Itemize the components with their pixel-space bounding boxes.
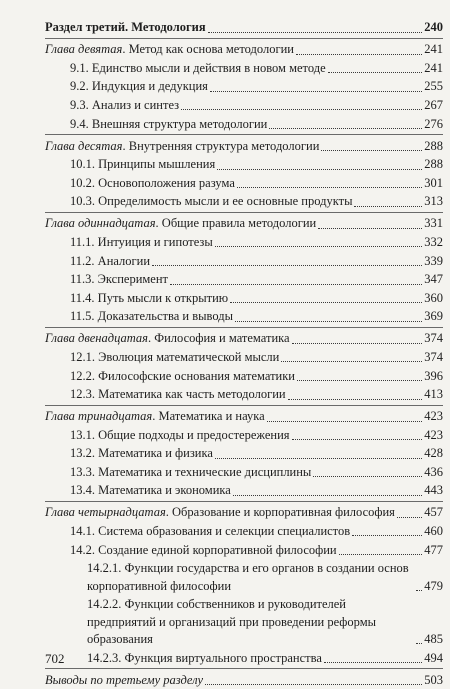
toc-chapter-entry[interactable]: [45, 672, 443, 689]
dot-leader: [328, 72, 423, 73]
dot-leader: [397, 517, 422, 518]
toc-subsection-entry[interactable]: [45, 97, 443, 114]
toc-chapter-entry[interactable]: [45, 41, 443, 58]
toc-subsection-entry[interactable]: [45, 368, 443, 385]
toc-entry-title: [70, 464, 311, 481]
toc-title-text: 12.2. Философские основания математики: [70, 368, 295, 383]
toc-page-number: 339: [424, 253, 443, 268]
toc-chapter-label: Глава тринадцатая: [45, 409, 153, 424]
toc-page-number: 374: [424, 331, 443, 346]
page-number: 702: [45, 651, 65, 666]
toc-page-number: 267: [424, 97, 443, 112]
table-of-contents: [45, 18, 443, 689]
toc-page-number: 396: [424, 368, 443, 383]
section-divider: [45, 501, 443, 502]
toc-page-number: 413: [424, 387, 443, 402]
dot-leader: [217, 169, 422, 170]
toc-subsection-entry[interactable]: [45, 386, 443, 403]
dot-leader: [269, 128, 422, 129]
toc-subsection-entry[interactable]: [45, 650, 443, 667]
dot-leader: [324, 662, 422, 663]
toc-page-number: 240: [424, 20, 443, 35]
toc-entry-title: [70, 271, 168, 288]
dot-leader: [210, 91, 422, 92]
toc-title-text: 10.3. Определимость мысли и ее основные продукты: [70, 194, 353, 209]
toc-entry-title: [70, 542, 337, 559]
toc-subsection-entry[interactable]: [45, 542, 443, 559]
toc-title-text: 9.4. Внешняя структура методологии: [70, 116, 268, 131]
dot-leader: [152, 265, 422, 266]
section-divider: [45, 405, 443, 406]
toc-title-text: 9.2. Индукция и дедукция: [70, 79, 208, 94]
toc-title-text: 14.2.3. Функция виртуального пространства: [87, 650, 322, 665]
toc-title-text: 12.1. Эволюция математической мысли: [70, 349, 280, 364]
toc-title-text: 11.2. Аналогии: [70, 253, 151, 268]
dot-leader: [297, 380, 422, 381]
toc-subsection-entry[interactable]: [45, 193, 443, 210]
toc-title-text: 13.4. Математика и экономика: [70, 483, 231, 498]
toc-chapter-label: Глава двенадцатая: [45, 331, 148, 346]
toc-entry-title: [70, 290, 228, 307]
toc-subsection-entry[interactable]: [45, 560, 443, 595]
toc-title-text: 11.1. Интуиция и гипотезы: [70, 234, 213, 249]
toc-title-text: 14.2.2. Функции собственников и руководителей предприятий и организаций при проведении реформы образования: [87, 597, 377, 647]
toc-subsection-entry[interactable]: [45, 271, 443, 288]
toc-entry-title: [70, 193, 352, 210]
toc-entry-title: [70, 445, 213, 462]
toc-entry-title: [70, 427, 290, 444]
toc-page-number: 460: [424, 524, 443, 539]
toc-chapter-label: Глава одиннадцатая: [45, 216, 156, 231]
toc-page-number: 494: [424, 650, 443, 665]
toc-entry-title: [87, 560, 414, 595]
toc-entry-title: [70, 349, 279, 366]
toc-subsection-entry[interactable]: [45, 308, 443, 325]
section-divider: [45, 134, 443, 135]
toc-chapter-label: Глава четырнадцатая: [45, 505, 166, 520]
toc-entry-title: [45, 672, 203, 689]
toc-page-number: 288: [424, 138, 443, 153]
dot-leader: [339, 554, 423, 555]
toc-title-text: 12.3. Математика как часть методологии: [70, 387, 286, 402]
dot-leader: [170, 284, 422, 285]
toc-entry-title: [70, 97, 179, 114]
dot-leader: [215, 246, 422, 247]
toc-title-text: . Философия и математика: [147, 331, 290, 346]
section-divider: [45, 212, 443, 213]
toc-page-number: 423: [424, 427, 443, 442]
toc-title-text: 11.5. Доказательства и выводы: [70, 309, 233, 324]
dot-leader: [296, 54, 422, 55]
toc-title-text: 9.3. Анализ и синтез: [70, 97, 180, 112]
toc-subsection-entry[interactable]: [45, 60, 443, 77]
toc-part-heading[interactable]: [45, 19, 443, 36]
dot-leader: [208, 32, 423, 33]
toc-entry-title: [70, 253, 150, 270]
toc-chapter-entry[interactable]: [45, 138, 443, 155]
dot-leader: [416, 643, 422, 644]
toc-title-text: 10.2. Основоположения разума: [70, 175, 235, 190]
dot-leader: [318, 228, 422, 229]
toc-subsection-entry[interactable]: [45, 290, 443, 307]
toc-entry-title: [45, 19, 206, 36]
toc-title-text: 14.2.1. Функции государства и его органов в создании основ корпоративной философии: [87, 561, 409, 593]
toc-subsection-entry[interactable]: [45, 116, 443, 133]
toc-title-text: 9.1. Единство мысли и действия в новом методе: [70, 60, 326, 75]
toc-entry-title: [70, 308, 233, 325]
toc-entry-title: [70, 60, 326, 77]
toc-chapter-entry[interactable]: [45, 215, 443, 232]
toc-chapter-entry[interactable]: [45, 408, 443, 425]
toc-title-text: . Внутренняя структура методологии: [122, 138, 320, 153]
dot-leader: [352, 535, 422, 536]
toc-page-number: 369: [424, 309, 443, 324]
toc-subsection-entry[interactable]: [45, 78, 443, 95]
toc-subsection-entry[interactable]: [45, 253, 443, 270]
dot-leader: [292, 439, 423, 440]
dot-leader: [235, 321, 422, 322]
toc-title-text: 13.2. Математика и физика: [70, 446, 213, 461]
section-divider: [45, 38, 443, 39]
toc-page-number: 457: [424, 505, 443, 520]
toc-entry-title: [70, 368, 295, 385]
toc-subsection-entry[interactable]: [45, 523, 443, 540]
dot-leader: [416, 590, 422, 591]
toc-title-text: 13.1. Общие подходы и предостережения: [70, 427, 290, 442]
toc-page-number: 436: [424, 464, 443, 479]
section-divider: [45, 327, 443, 328]
toc-subsection-entry[interactable]: [45, 156, 443, 173]
dot-leader: [205, 684, 422, 685]
toc-title-text: Раздел третий. Методология: [45, 20, 206, 35]
toc-chapter-label: Глава девятая: [45, 42, 123, 57]
toc-page-number: 479: [424, 578, 443, 593]
toc-chapter-label: Глава десятая: [45, 138, 123, 153]
toc-entry-title: [45, 41, 294, 58]
toc-page-number: 241: [424, 42, 443, 57]
toc-entry-title: [70, 234, 213, 251]
toc-entry-title: [45, 215, 316, 232]
dot-leader: [354, 206, 422, 207]
dot-leader: [281, 361, 422, 362]
toc-title-text: . Образование и корпоративная философия: [165, 505, 395, 520]
toc-page-number: 360: [424, 290, 443, 305]
toc-chapter-label: Выводы по третьему разделу: [45, 672, 204, 687]
dot-leader: [267, 421, 423, 422]
toc-entry-title: [70, 78, 208, 95]
dot-leader: [292, 343, 423, 344]
toc-chapter-entry[interactable]: [45, 504, 443, 521]
dot-leader: [321, 150, 422, 151]
toc-page-number: 485: [424, 632, 443, 647]
toc-page-number: 241: [424, 60, 443, 75]
toc-entry-title: [70, 156, 215, 173]
toc-entry-title: [45, 504, 395, 521]
toc-page-number: 428: [424, 446, 443, 461]
toc-page-number: 477: [424, 542, 443, 557]
dot-leader: [313, 476, 422, 477]
toc-entry-title: [87, 596, 414, 648]
toc-entry-title: [70, 175, 235, 192]
toc-page-number: 331: [424, 216, 443, 231]
toc-page-number: 288: [424, 157, 443, 172]
toc-entry-title: [87, 650, 322, 667]
toc-page-number: 503: [424, 672, 443, 687]
toc-subsection-entry[interactable]: [45, 464, 443, 481]
toc-subsection-entry[interactable]: [45, 427, 443, 444]
toc-title-text: . Общие правила методологии: [155, 216, 317, 231]
toc-title-text: 13.3. Математика и технические дисциплины: [70, 464, 312, 479]
toc-subsection-entry[interactable]: [45, 234, 443, 251]
toc-title-text: 14.1. Система образования и селекции специалистов: [70, 524, 351, 539]
toc-entry-title: [70, 482, 231, 499]
dot-leader: [288, 399, 423, 400]
toc-title-text: 11.4. Путь мысли к открытию: [70, 290, 229, 305]
toc-chapter-entry[interactable]: [45, 330, 443, 347]
toc-subsection-entry[interactable]: [45, 596, 443, 648]
dot-leader: [237, 187, 422, 188]
toc-page-number: 347: [424, 272, 443, 287]
toc-entry-title: [70, 116, 267, 133]
dot-leader: [233, 495, 422, 496]
dot-leader: [181, 109, 422, 110]
toc-entry-title: [45, 138, 319, 155]
dot-leader: [215, 458, 422, 459]
toc-page-number: 301: [424, 175, 443, 190]
toc-subsection-entry[interactable]: [45, 175, 443, 192]
toc-entry-title: [45, 408, 265, 425]
toc-page-number: 423: [424, 409, 443, 424]
toc-title-text: 10.1. Принципы мышления: [70, 157, 216, 172]
toc-entry-title: [70, 386, 286, 403]
toc-title-text: 11.3. Эксперимент: [70, 272, 169, 287]
toc-page-number: 443: [424, 483, 443, 498]
section-divider: [45, 668, 443, 669]
toc-page-number: 374: [424, 349, 443, 364]
toc-entry-title: [70, 523, 350, 540]
toc-title-text: 14.2. Создание единой корпоративной философии: [70, 542, 337, 557]
toc-page-number: 313: [424, 194, 443, 209]
toc-page-number: 332: [424, 234, 443, 249]
toc-title-text: . Математика и наука: [152, 409, 265, 424]
toc-entry-title: [45, 330, 290, 347]
toc-page-number: 255: [424, 79, 443, 94]
toc-title-text: . Метод как основа методологии: [122, 42, 294, 57]
toc-subsection-entry[interactable]: [45, 445, 443, 462]
toc-subsection-entry[interactable]: [45, 482, 443, 499]
toc-page-number: 276: [424, 116, 443, 131]
dot-leader: [230, 302, 422, 303]
toc-subsection-entry[interactable]: [45, 349, 443, 366]
